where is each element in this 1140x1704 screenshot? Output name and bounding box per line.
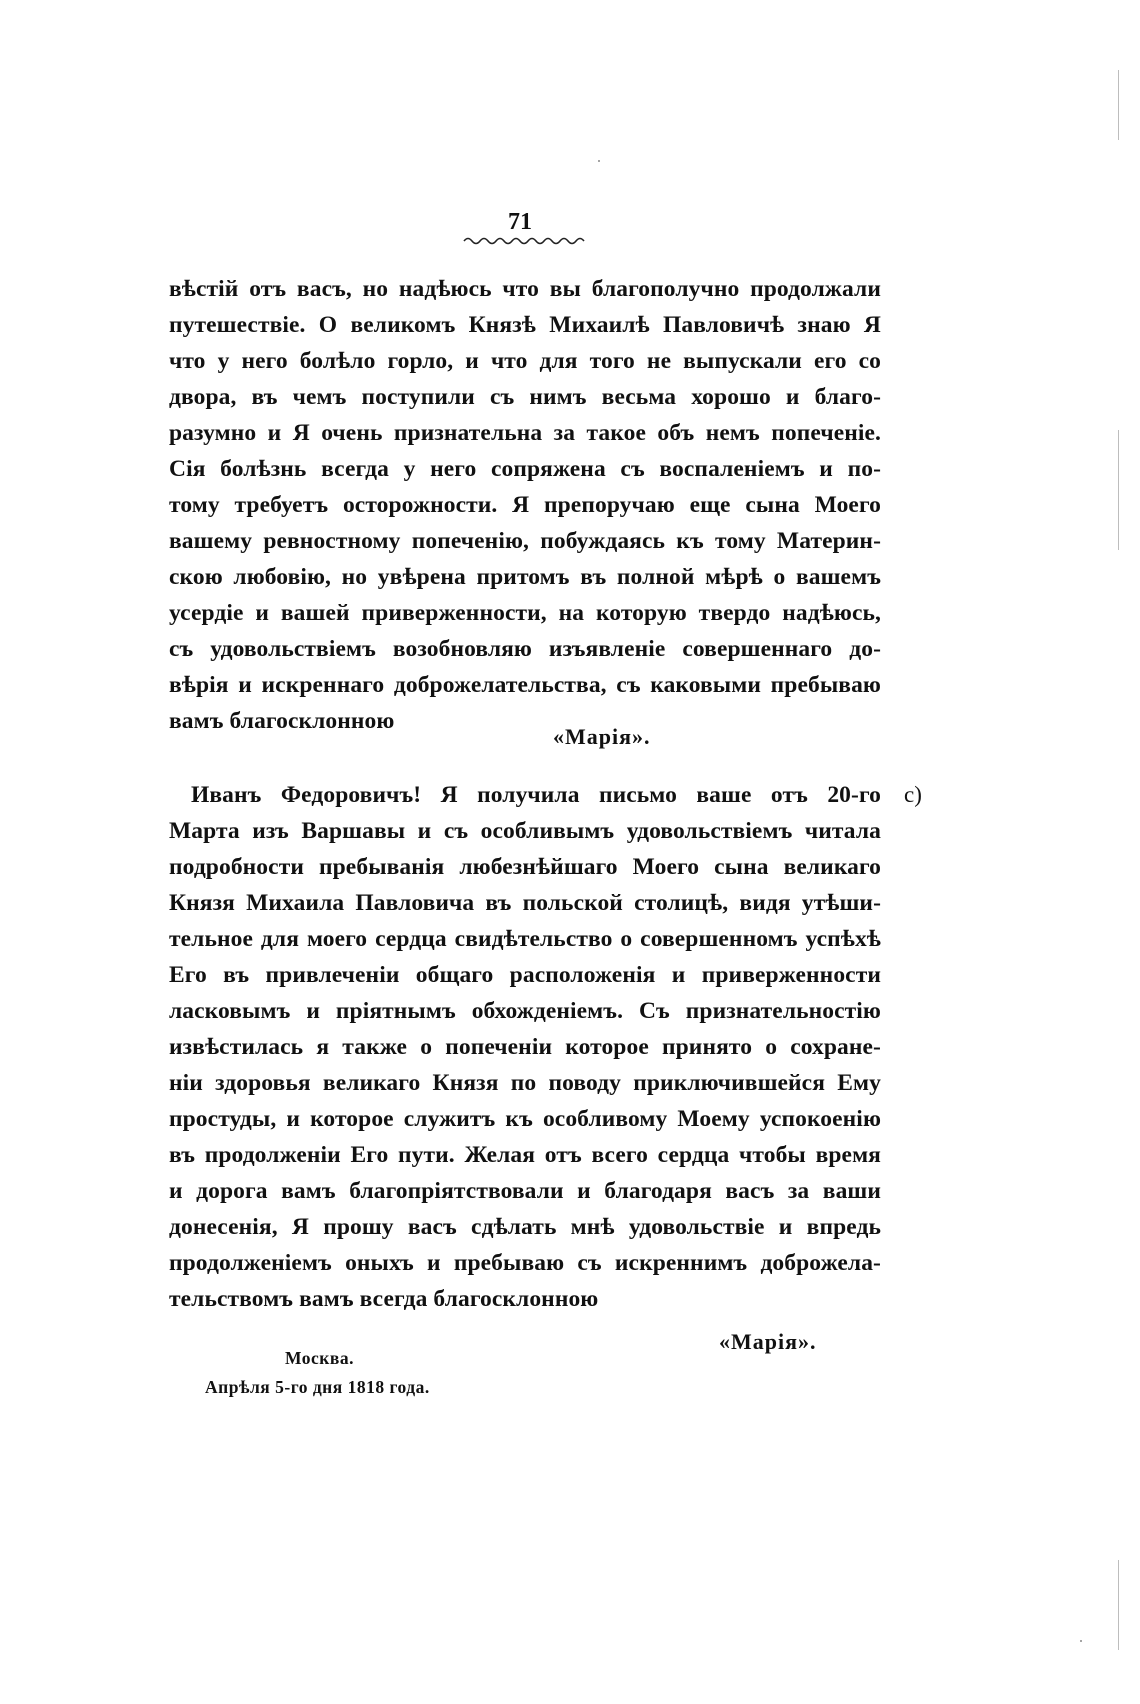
- text-line: ніи здоровья великаго Князя по поводу приключившейся Ему: [169, 1070, 881, 1096]
- text-line: простуды, и которое служитъ къ особливому Моему успокоенію: [169, 1106, 881, 1132]
- text-line: разумно и Я очень признательна за такое объ немъ попеченіе.: [169, 420, 881, 446]
- signature-2: «Марія».: [719, 1329, 817, 1354]
- text-line: вѣстій отъ васъ, но надѣюсь что вы благополучно продолжали: [169, 276, 881, 302]
- scan-edge-line: [1118, 70, 1119, 140]
- text-line: въ продолженіи Его пути. Желая отъ всего сердца чтобы время: [169, 1142, 881, 1168]
- margin-mark: c): [904, 782, 922, 807]
- text-line: Марта изъ Варшавы и съ особливымъ удовольствіемъ читала: [169, 818, 881, 844]
- scan-edge-line: [1118, 1560, 1119, 1650]
- wavy-ornament-icon: [462, 234, 588, 246]
- text-line: ласковымъ и пріятнымъ обхожденіемъ. Съ признательностію: [169, 998, 881, 1024]
- signature-1: «Марія».: [553, 724, 651, 749]
- text-line: донесенія, Я прошу васъ сдѣлать мнѣ удовольствіе и впредь: [169, 1214, 881, 1240]
- text-line: Его въ привлеченіи общаго расположенія и приверженности: [169, 962, 881, 988]
- text-line: вѣрія и искреннаго доброжелательства, съ каковыми пребываю: [169, 672, 881, 698]
- letter-2-text: [169, 777, 881, 1317]
- text-line: извѣстилась я также о попеченіи которое принято о сохране-: [169, 1034, 881, 1060]
- scan-edge-line: [1118, 430, 1119, 550]
- text-line: тельное для моего сердца свидѣтельство о совершенномъ успѣхѣ: [169, 926, 881, 952]
- scan-dot: [598, 160, 600, 162]
- text-line: тому требуетъ осторожности. Я препоручаю еще сына Моего: [169, 492, 881, 518]
- text-line: и дорога вамъ благопріятствовали и благодаря васъ за ваши: [169, 1178, 881, 1204]
- text-line: Князя Михаила Павловича въ польской столицѣ, видя утѣши-: [169, 890, 881, 916]
- text-line: продолженіемъ оныхъ и пребываю съ искреннимъ доброжела-: [169, 1250, 881, 1276]
- text-line: двора, въ чемъ поступили съ нимъ весьма хорошо и благо-: [169, 384, 881, 410]
- text-line: путешествіе. О великомъ Князѣ Михаилѣ Павловичѣ знаю Я: [169, 312, 881, 338]
- text-line: вамъ благосклонною: [169, 708, 395, 734]
- text-line: Иванъ Федоровичъ! Я получила письмо ваше отъ 20-го: [191, 782, 881, 808]
- text-line: съ удовольствіемъ возобновляю изъявленіе совершеннаго до-: [169, 636, 881, 662]
- place-line: Москва.: [285, 1348, 354, 1368]
- text-line: скою любовію, но увѣрена притомъ въ полной мѣрѣ о вашемъ: [169, 564, 881, 590]
- text-line: Сія болѣзнь всегда у него сопряжена съ воспаленіемъ и по-: [169, 456, 881, 482]
- text-line: усердіе и вашей приверженности, на которую твердо надѣюсь,: [169, 600, 881, 626]
- text-line: тельствомъ вамъ всегда благосклонною: [169, 1286, 599, 1312]
- text-line: вашему ревностному попеченію, побуждаясь къ тому Материн-: [169, 528, 881, 554]
- scan-dot: [1080, 1640, 1082, 1642]
- letter-1-text: [169, 271, 881, 739]
- page-number: 71: [508, 209, 532, 235]
- text-line: что у него болѣло горло, и что для того не выпускали его со: [169, 348, 881, 374]
- text-line: подробности пребыванія любезнѣйшаго Моего сына великаго: [169, 854, 881, 880]
- date-line: Апрѣля 5-го дня 1818 года.: [205, 1377, 430, 1397]
